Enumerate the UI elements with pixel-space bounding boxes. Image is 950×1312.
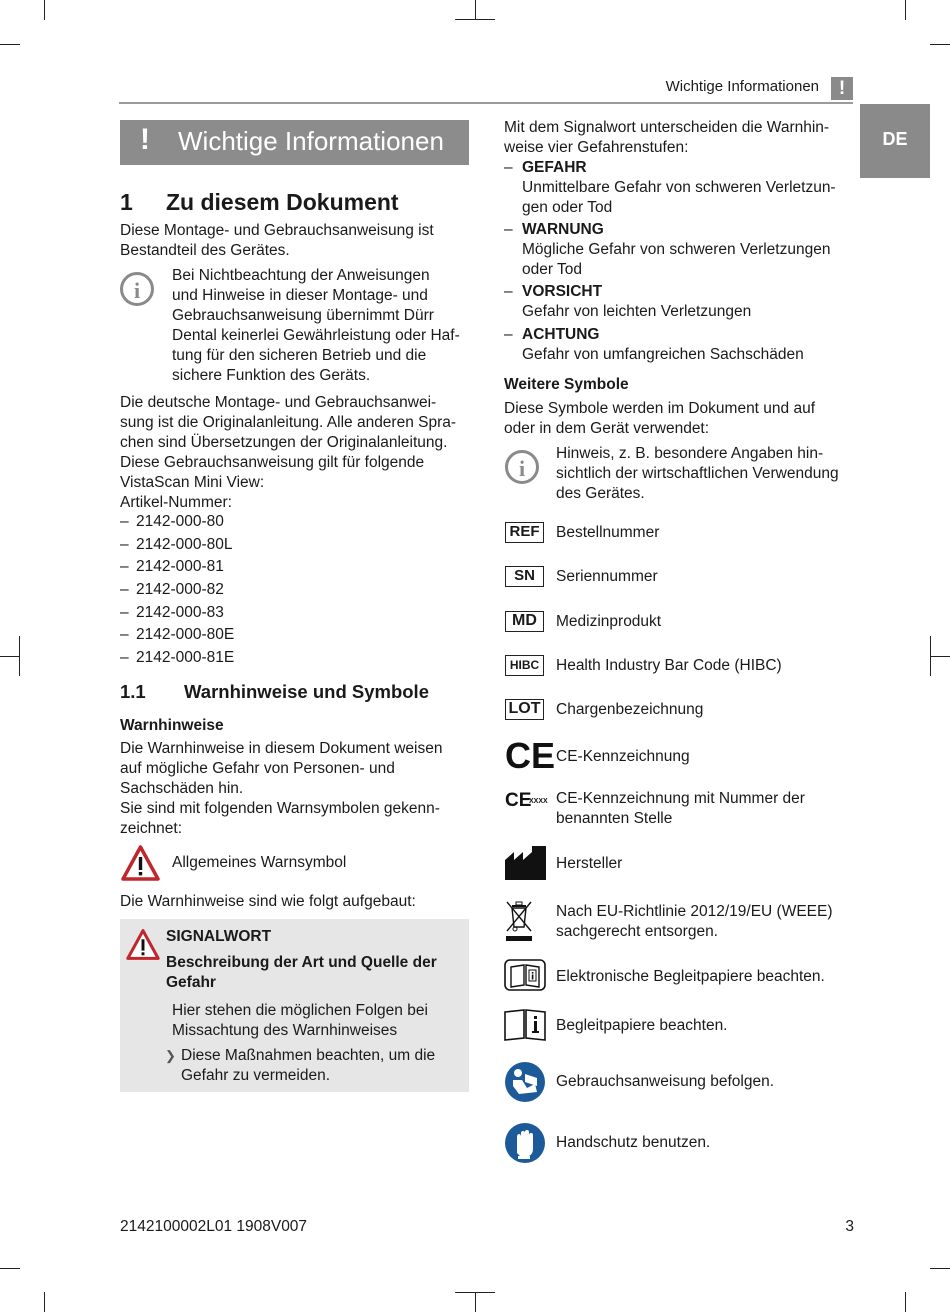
warning-triangle-icon bbox=[120, 844, 161, 882]
hint-text: Hinweis, z. B. besondere Angaben hin- sichtlich der wirtschaftlichen Verwendung des Gerätes. bbox=[556, 445, 839, 502]
crop-mark bbox=[455, 1292, 495, 1293]
sn-icon: SN bbox=[505, 566, 544, 587]
manufacturer-icon bbox=[505, 846, 546, 880]
electronic-docs-icon bbox=[504, 959, 546, 991]
list-item: – 2142-000-81E bbox=[120, 649, 235, 666]
measures: Diese Maßnahmen beachten, um die Gefahr zu vermeiden. bbox=[181, 1047, 436, 1084]
exclamation-icon: ! bbox=[140, 123, 150, 156]
general-warning-label: Allgemeines Warnsymbol bbox=[172, 854, 347, 871]
sub-heading: Weitere Symbole bbox=[504, 376, 629, 393]
symbol-label: CE-Kennzeichnung mit Nummer der benannten Stelle bbox=[556, 790, 805, 827]
list-item: – 2142-000-80 bbox=[120, 513, 224, 530]
warning-example-box bbox=[120, 919, 469, 1092]
exclamation-icon: ! bbox=[831, 77, 853, 100]
ce-mark-icon bbox=[505, 735, 556, 776]
header-rule bbox=[119, 102, 853, 104]
hazard-level: – VORSICHT Gefahr von leichten Verletzungen bbox=[504, 283, 752, 320]
subsection-number: 1.1 bbox=[120, 681, 146, 702]
symbol-label: Begleitpapiere beachten. bbox=[556, 1017, 728, 1034]
sub-heading: Warnhinweise bbox=[120, 717, 224, 734]
consequences: Hier stehen die möglichen Folgen bei Missachtung des Warnhinweises bbox=[172, 1002, 428, 1039]
structure-text: Die Warnhinweise sind wie folgt aufgebaut: bbox=[120, 893, 416, 910]
page-number: 3 bbox=[845, 1218, 854, 1235]
crop-mark bbox=[0, 656, 20, 657]
crop-mark bbox=[905, 1292, 906, 1312]
running-header: Wichtige Informationen bbox=[665, 78, 819, 95]
symbol-label: Health Industry Bar Code (HIBC) bbox=[556, 657, 782, 674]
ce-letters: CE bbox=[505, 735, 556, 776]
section-intro: Diese Montage- und Gebrauchsanweisung ist Bestandteil des Gerätes. bbox=[120, 222, 434, 259]
chapter-banner bbox=[120, 120, 469, 165]
ce-letters: CE bbox=[505, 790, 532, 811]
hazard-description: Beschreibung der Art und Quelle der Gefahr bbox=[166, 954, 437, 991]
info-icon: i bbox=[120, 272, 154, 306]
list-item: – 2142-000-82 bbox=[120, 581, 224, 598]
crop-mark bbox=[930, 1268, 950, 1269]
note-text: Bei Nichtbeachtung der Anweisungen und Hinweise in dieser Montage- und Gebrauchsanweisung übernimmt Dürr Dental keinerlei Gewährleistung oder Haf- tung für den sicheren Betrieb und die sichere Funktion des Geräts. bbox=[172, 267, 460, 384]
section-number: 1 bbox=[120, 189, 133, 215]
document-code: 2142100002L01 1908V007 bbox=[120, 1218, 308, 1235]
symbol-label: Seriennummer bbox=[556, 568, 658, 585]
crop-mark bbox=[0, 1268, 20, 1269]
ce-number: XXXX bbox=[529, 798, 548, 805]
ref-icon: REF bbox=[505, 522, 544, 543]
section-title: Zu diesem Dokument bbox=[166, 189, 399, 215]
list-item: – 2142-000-80L bbox=[120, 536, 233, 553]
crop-mark bbox=[44, 0, 45, 20]
crop-mark bbox=[475, 1292, 476, 1312]
chapter-title: Wichtige Informationen bbox=[178, 126, 444, 156]
warnings-paragraph: Die Warnhinweise in diesem Dokument weisen auf mögliche Gefahr von Personen- und Sachschäden hin. Sie sind mit folgenden Warnsymbolen gekenn- zeichnet: bbox=[120, 740, 443, 837]
section-paragraph: Die deutsche Montage- und Gebrauchsanwei- sung ist die Originalanleitung. Alle anderen Spra- chen sind Übersetzungen der Originalanleitung. Diese Gebrauchsanweisung gilt für folgende VistaScan Mini View: Artikel-Nummer: bbox=[120, 394, 457, 511]
language-tab: DE bbox=[860, 104, 930, 178]
list-item: – 2142-000-81 bbox=[120, 558, 224, 575]
subsection-title: Warnhinweise und Symbole bbox=[184, 681, 429, 702]
symbol-label: Hersteller bbox=[556, 855, 623, 872]
gloves-icon bbox=[505, 1123, 545, 1163]
hazard-level: – ACHTUNG Gefahr von umfangreichen Sachschäden bbox=[504, 326, 804, 363]
crop-mark bbox=[455, 19, 495, 20]
crop-mark bbox=[44, 1292, 45, 1312]
lot-icon: LOT bbox=[505, 699, 544, 720]
warning-triangle-icon bbox=[125, 928, 161, 961]
symbol-label: Medizinprodukt bbox=[556, 613, 662, 630]
crop-mark bbox=[930, 44, 950, 45]
signal-word: SIGNALWORT bbox=[166, 928, 272, 945]
list-item: – 2142-000-83 bbox=[120, 604, 224, 621]
chevron-right-icon: ❯ bbox=[165, 1048, 176, 1063]
crop-mark bbox=[930, 656, 950, 657]
read-manual-icon bbox=[505, 1062, 545, 1102]
crop-mark bbox=[930, 636, 931, 676]
book-info-icon bbox=[504, 1009, 546, 1041]
crop-mark bbox=[905, 0, 906, 20]
weee-bin-icon bbox=[505, 899, 533, 943]
hibc-icon: HIBC bbox=[505, 655, 544, 676]
hazard-level: – WARNUNG Mögliche Gefahr von schweren Verletzungen oder Tod bbox=[504, 221, 831, 278]
symbol-label: Handschutz benutzen. bbox=[556, 1134, 711, 1151]
info-icon: i bbox=[505, 450, 539, 484]
symbol-label: Bestellnummer bbox=[556, 524, 660, 541]
symbol-label: Gebrauchsanweisung befolgen. bbox=[556, 1073, 775, 1090]
list-item: – 2142-000-80E bbox=[120, 626, 235, 643]
symbols-intro: Diese Symbole werden im Dokument und auf oder in dem Gerät verwendet: bbox=[504, 400, 816, 437]
crop-mark bbox=[0, 44, 20, 45]
symbol-label: Chargenbezeichnung bbox=[556, 701, 704, 718]
hazard-level: – GEFAHR Unmittelbare Gefahr von schweren Verletzun- gen oder Tod bbox=[504, 159, 836, 216]
symbol-label: CE-Kennzeichnung bbox=[556, 748, 690, 765]
symbol-label: Nach EU-Richtlinie 2012/19/EU (WEEE) sachgerecht entsorgen. bbox=[556, 903, 833, 940]
signal-intro: Mit dem Signalwort unterscheiden die Warnhin- weise vier Gefahrenstufen: bbox=[504, 119, 830, 156]
ce-number-icon bbox=[505, 789, 549, 809]
symbol-label: Elektronische Begleitpapiere beachten. bbox=[556, 968, 825, 985]
crop-mark bbox=[475, 0, 476, 20]
md-icon: MD bbox=[505, 611, 544, 632]
crop-mark bbox=[19, 636, 20, 676]
